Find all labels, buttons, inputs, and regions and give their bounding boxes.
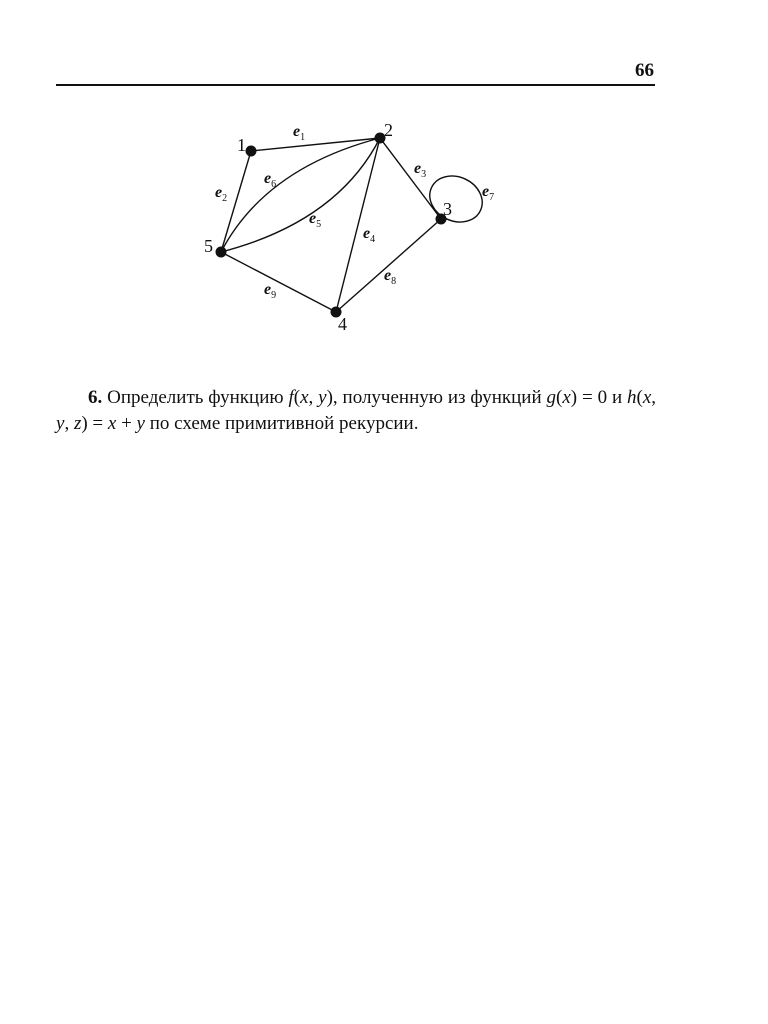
problem-text-segment: ) = 0 и <box>570 387 627 408</box>
edge-e8 <box>336 219 441 312</box>
math-var: f <box>288 387 294 408</box>
edge-label-e2: $e_2$ <box>215 184 228 204</box>
problem-text-segment: ( <box>293 387 301 408</box>
problem-text-segment: Определить функцию <box>102 387 289 408</box>
problem-text-segment: ) = <box>81 413 108 434</box>
graph-figure <box>0 0 768 360</box>
vertex-label-1: 1 <box>237 135 246 155</box>
problem-text-segment: ( <box>636 387 643 408</box>
vertex-label-5: 5 <box>204 236 213 256</box>
problem-number: 6. <box>88 387 103 408</box>
math-var: x <box>642 387 652 408</box>
edge-label-e3: $e_3$ <box>414 160 427 180</box>
math-var: z <box>73 413 82 434</box>
math-var: x <box>107 413 117 434</box>
problem-text-segment: ( <box>556 387 563 408</box>
edge-label-e9: $e_9$ <box>264 281 277 301</box>
graph-canvas <box>0 0 768 360</box>
problem-text-segment: по схеме примитивной рекурсии. <box>144 413 419 434</box>
math-var: y <box>56 413 65 434</box>
edge-label-e5: $e_5$ <box>309 210 322 230</box>
problem-text-segment: , <box>308 387 319 408</box>
problem-text-segment: + <box>116 413 137 434</box>
edge-e7 <box>422 168 490 231</box>
vertex-label-2: 2 <box>384 120 393 140</box>
vertex-label-3: 3 <box>443 199 452 219</box>
problem-text-segment: , <box>651 387 657 408</box>
edge-e4 <box>336 138 380 312</box>
problem-text-segment: , <box>64 413 74 434</box>
problem-text-segment: ), полученную из функций <box>326 387 547 408</box>
math-var: y <box>136 413 145 434</box>
edge-label-e1: $e_1$ <box>293 123 306 143</box>
edge-label-e6: $e_6$ <box>264 170 277 190</box>
math-var: y <box>318 387 327 408</box>
edge-e1 <box>251 138 380 151</box>
math-var: x <box>300 387 309 408</box>
edge-e9 <box>221 252 336 312</box>
vertex-5 <box>216 247 227 258</box>
problem-statement <box>56 385 656 437</box>
edge-label-e4: $e_4$ <box>363 225 376 245</box>
page-number: 66 <box>635 60 654 81</box>
math-var: x <box>562 387 571 408</box>
vertex-1 <box>246 146 257 157</box>
edge-e3 <box>380 138 441 219</box>
vertex-label-4: 4 <box>338 314 347 334</box>
edge-label-e8: $e_8$ <box>384 267 397 287</box>
edge-label-e7: $e_7$ <box>482 183 495 203</box>
math-var: h <box>627 387 637 408</box>
math-var: g <box>546 387 556 408</box>
